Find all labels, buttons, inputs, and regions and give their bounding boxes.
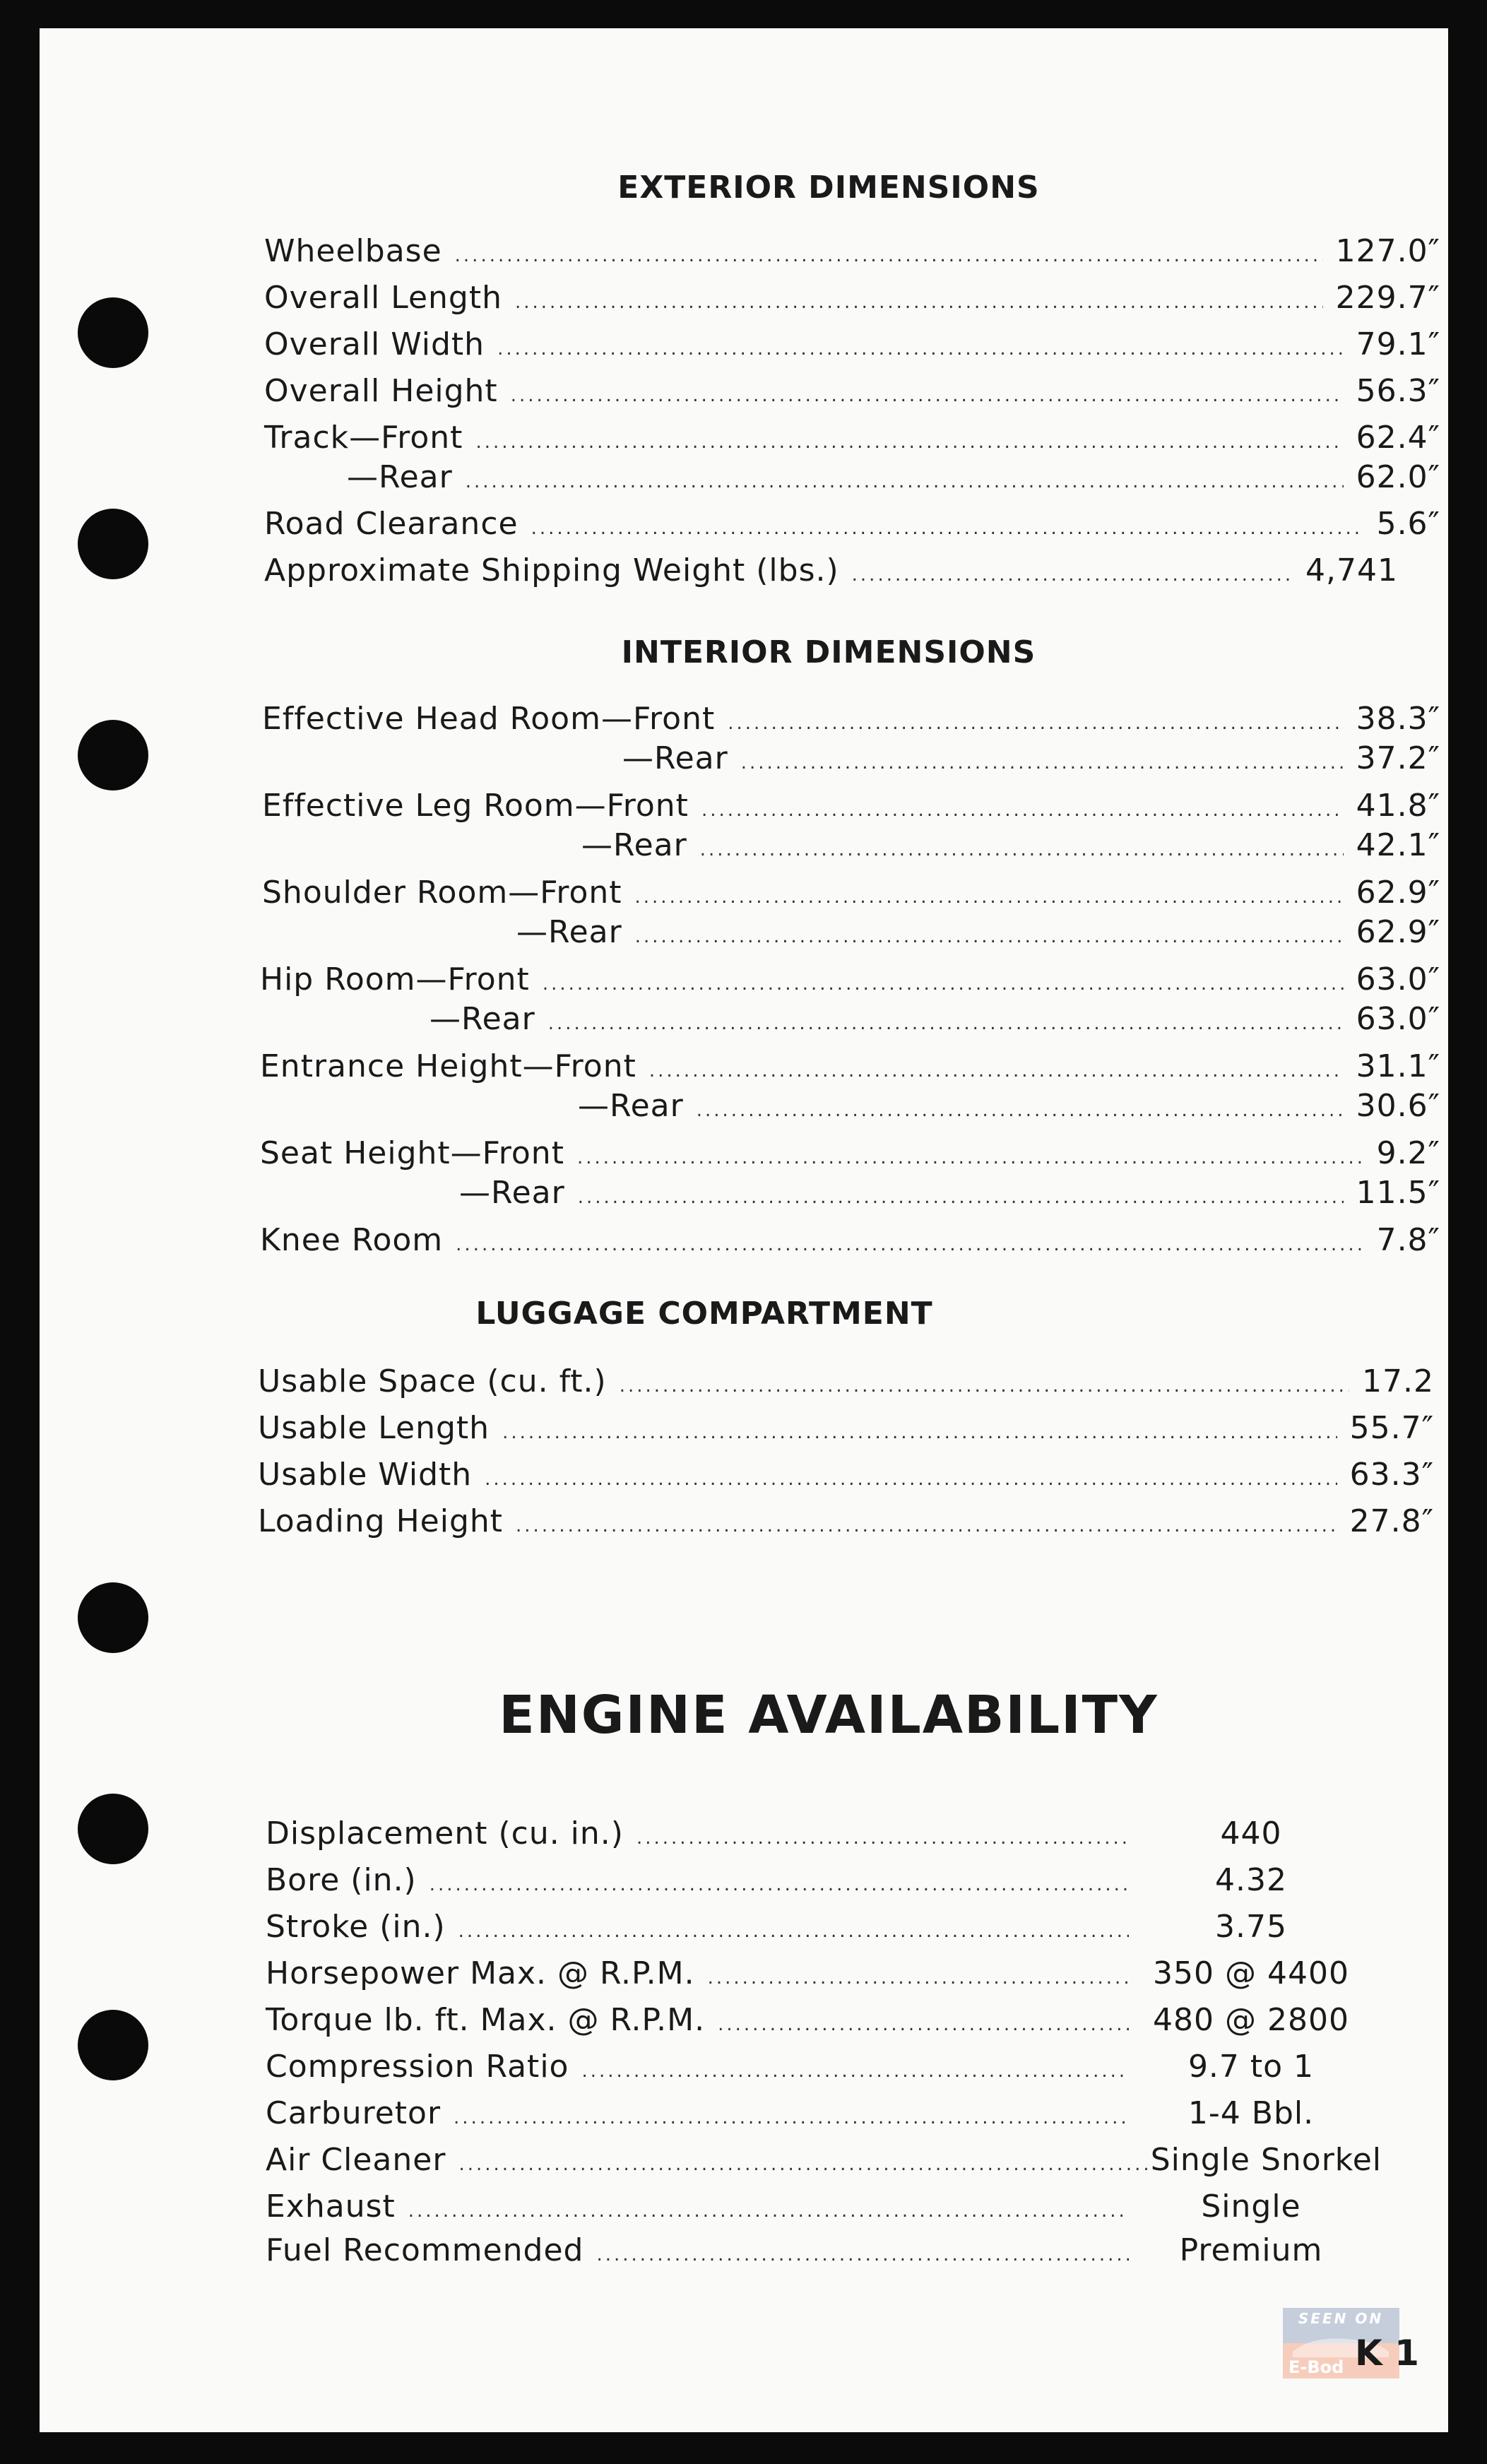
spec-value: 62.9″ <box>1356 914 1440 950</box>
spec-row <box>262 739 1440 783</box>
spec-row <box>262 913 1440 956</box>
spec-value: 42.1″ <box>1356 827 1440 863</box>
binder-hole <box>78 297 148 368</box>
spec-row <box>260 1086 1440 1130</box>
spec-label: Entrance Height—Front <box>260 1048 636 1084</box>
logo-line-1: SEEN ON <box>1298 2310 1384 2327</box>
spec-value: 127.0″ <box>1335 233 1440 269</box>
spec-label: Shoulder Room—Front <box>262 875 622 911</box>
spec-row <box>266 2094 1361 2138</box>
binder-hole <box>78 720 148 790</box>
spec-row <box>264 418 1440 462</box>
spec-label: Effective Head Room—Front <box>262 701 716 737</box>
spec-value: 440 <box>1220 1816 1282 1852</box>
spec-row <box>266 2047 1361 2091</box>
spec-value: 229.7″ <box>1335 280 1440 316</box>
spec-label: —Rear <box>347 459 453 495</box>
spec-label: Air Cleaner <box>266 2142 446 2178</box>
spec-value: 11.5″ <box>1356 1175 1440 1211</box>
section-heading-luggage: LUGGAGE COMPARTMENT <box>475 1296 933 1332</box>
spec-row <box>260 1173 1440 1217</box>
spec-value: 4.32 <box>1215 1862 1287 1898</box>
spec-label: Horsepower Max. @ R.P.M. <box>266 1955 695 1991</box>
spec-row <box>264 551 1398 595</box>
spec-value: 79.1″ <box>1356 326 1440 362</box>
spec-row <box>262 699 1440 743</box>
spec-label: Knee Room <box>260 1222 444 1258</box>
spec-row <box>266 2140 1382 2184</box>
spec-value: 480 @ 2800 <box>1153 2002 1349 2038</box>
spec-row <box>260 1221 1440 1264</box>
spec-value: 1-4 Bbl. <box>1187 2095 1315 2131</box>
spec-label: Torque lb. ft. Max. @ R.P.M. <box>266 2002 706 2038</box>
spec-row <box>262 786 1440 830</box>
binder-hole <box>78 2010 148 2080</box>
spec-row <box>266 2231 1361 2275</box>
spec-label: Fuel Recommended <box>266 2232 584 2268</box>
spec-value: 38.3″ <box>1356 701 1440 737</box>
spec-label: Bore (in.) <box>266 1862 417 1898</box>
spec-label: Approximate Shipping Weight (lbs.) <box>264 552 839 588</box>
spec-label: Road Clearance <box>264 506 519 542</box>
spec-value: 5.6″ <box>1376 506 1440 542</box>
spec-label: Overall Height <box>264 373 498 409</box>
spec-value: 63.0″ <box>1356 961 1440 997</box>
spec-row <box>258 1362 1434 1406</box>
spec-row <box>262 873 1440 917</box>
section-heading-engine: ENGINE AVAILABILITY <box>499 1685 1159 1746</box>
spec-label: Loading Height <box>258 1503 504 1539</box>
spec-label: —Rear <box>622 740 728 776</box>
spec-row <box>264 372 1440 415</box>
logo-line-2: E-Bod <box>1288 2357 1344 2377</box>
spec-value: 62.9″ <box>1356 875 1440 911</box>
spec-label: Overall Width <box>264 326 485 362</box>
spec-label: Usable Width <box>258 1457 473 1493</box>
spec-value: 9.7 to 1 <box>1187 2049 1315 2085</box>
spec-value: 350 @ 4400 <box>1153 1955 1349 1991</box>
binder-hole <box>78 1582 148 1653</box>
section-heading-exterior: EXTERIOR DIMENSIONS <box>617 170 1040 206</box>
spec-row <box>266 1814 1361 1858</box>
spec-row <box>258 1455 1434 1499</box>
spec-row <box>266 2001 1361 2044</box>
page-number: K 1 <box>1355 2333 1419 2374</box>
spec-value: Premium <box>1179 2232 1323 2268</box>
spec-value: 62.4″ <box>1356 420 1440 456</box>
spec-value: 41.8″ <box>1356 788 1440 824</box>
spec-label: Wheelbase <box>264 233 442 269</box>
spec-label: Usable Length <box>258 1410 490 1446</box>
spec-value: 7.8″ <box>1376 1222 1440 1258</box>
spec-label: Compression Ratio <box>266 2049 569 2085</box>
spec-value: 27.8″ <box>1349 1503 1434 1539</box>
spec-label: —Rear <box>429 1001 535 1037</box>
spec-label: Track—Front <box>264 420 463 456</box>
spec-value: 55.7″ <box>1349 1410 1434 1446</box>
spec-row <box>260 960 1440 1004</box>
spec-label: —Rear <box>581 827 687 863</box>
spec-row <box>264 232 1440 276</box>
spec-label: Carburetor <box>266 2095 442 2131</box>
spec-row <box>260 1000 1440 1043</box>
spec-label: Stroke (in.) <box>266 1909 446 1945</box>
spec-row <box>258 1502 1434 1546</box>
spec-row <box>264 278 1440 322</box>
spec-row <box>266 2187 1361 2231</box>
spec-row <box>260 1134 1440 1178</box>
spec-value: 30.6″ <box>1356 1088 1440 1124</box>
spec-row <box>264 504 1440 548</box>
spec-label: Exhaust <box>266 2188 396 2225</box>
spec-label: —Rear <box>516 914 622 950</box>
spec-value: 63.3″ <box>1349 1457 1434 1493</box>
spec-value: Single Snorkel <box>1150 2142 1382 2178</box>
spec-row <box>264 325 1440 369</box>
spec-value: Single <box>1201 2188 1301 2225</box>
spec-value: 31.1″ <box>1356 1048 1440 1084</box>
section-heading-interior: INTERIOR DIMENSIONS <box>621 634 1036 670</box>
spec-label: Overall Length <box>264 280 502 316</box>
spec-value: 9.2″ <box>1376 1135 1440 1171</box>
spec-row <box>266 1907 1361 1951</box>
spec-row <box>258 1409 1434 1452</box>
spec-value: 3.75 <box>1215 1909 1287 1945</box>
spec-label: —Rear <box>459 1175 565 1211</box>
spec-label: —Rear <box>578 1088 684 1124</box>
spec-row <box>260 1047 1440 1091</box>
spec-label: Effective Leg Room—Front <box>262 788 689 824</box>
binder-hole <box>78 1794 148 1864</box>
spec-value: 37.2″ <box>1356 740 1440 776</box>
spec-label: Seat Height—Front <box>260 1135 564 1171</box>
spec-label: Usable Space (cu. ft.) <box>258 1363 607 1399</box>
spec-value: 63.0″ <box>1356 1001 1440 1037</box>
spec-row <box>266 1954 1361 1998</box>
spec-label: Hip Room—Front <box>260 961 530 997</box>
spec-value: 4,741 <box>1305 552 1398 588</box>
spec-label: Displacement (cu. in.) <box>266 1816 624 1852</box>
spec-page <box>40 28 1448 2432</box>
spec-row <box>262 826 1440 870</box>
spec-value: 62.0″ <box>1356 459 1440 495</box>
binder-hole <box>78 509 148 579</box>
spec-row <box>266 1861 1361 1905</box>
spec-value: 56.3″ <box>1356 373 1440 409</box>
spec-row <box>264 458 1440 502</box>
spec-value: 17.2 <box>1362 1363 1434 1399</box>
